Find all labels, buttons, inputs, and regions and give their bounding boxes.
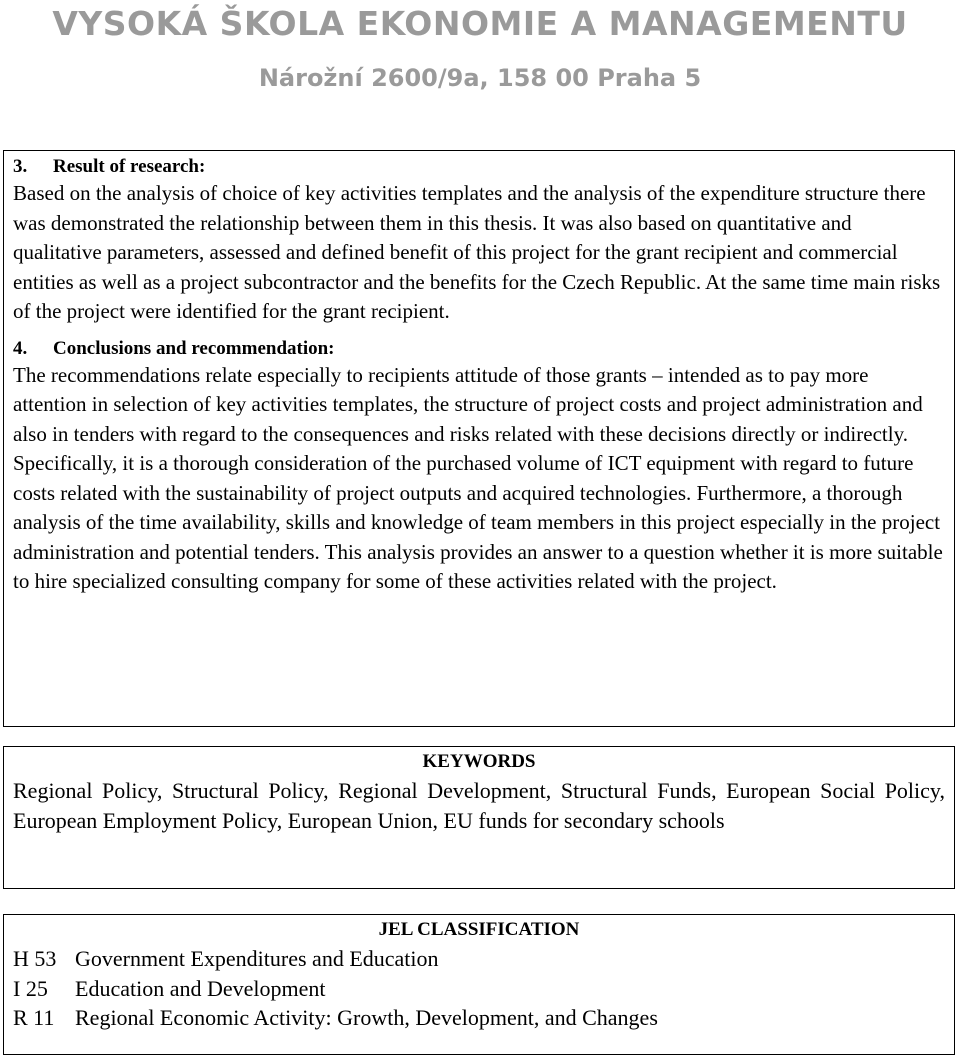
section-heading-conclusions <box>13 337 945 361</box>
keywords-box <box>3 746 955 889</box>
section-gap <box>13 327 945 337</box>
jel-classification-box <box>3 914 955 1055</box>
conclusions-paragraph: The recommendations relate especially to recipients attitude of those grants – intended as to pay more attention in selection of key activities templates, the structure of project costs and project administration and also in tenders with regard to the consequences and risks related with these decisions directly or indirectly. Specifically, it is a thorough consideration of the purchased volume of ICT equipment with regard to future costs related with the sustainability of project outputs and acquired technologies. Furthermore, a thorough analysis of the time availability, skills and knowledge of team members in this project especially in the project administration and potential tenders. This analysis provides an answer to a question whether it is more suitable to hire specialized consulting company for some of these activities related with the project. <box>13 362 943 593</box>
keywords-heading: KEYWORDS <box>422 751 536 772</box>
institution-title: VYSOKÁ ŠKOLA EKONOMIE A MANAGEMENTU <box>52 4 908 43</box>
section-number: 3. <box>13 156 28 177</box>
jel-heading: JEL CLASSIFICATION <box>378 919 580 940</box>
section-heading-results <box>13 155 945 179</box>
results-paragraph: Based on the analysis of choice of key activities templates and the analysis of the expenditure structure there was demonstrated the relationship between them in this thesis. It was also based on quantitative and qualitative parameters, assessed and defined benefit of this project for the grant recipient and commercial entities as well as a project subcontractor and the benefits for the Czech Republic. At the same time main risks of the project were identified for the grant recipient. <box>13 181 941 323</box>
jel-label: Government Expenditures and Education <box>75 946 439 971</box>
results-conclusions-box <box>3 150 955 727</box>
jel-code: H 53 <box>13 946 57 971</box>
jel-label: Regional Economic Activity: Growth, Development, and Changes <box>75 1005 658 1030</box>
section-title: Conclusions and recommendation: <box>53 337 335 359</box>
jel-item <box>13 1003 945 1033</box>
jel-code: I 25 <box>13 975 48 1001</box>
institution-address: Nárožní 2600/9a, 158 00 Praha 5 <box>258 64 702 92</box>
section-number: 4. <box>13 337 28 359</box>
keywords-text: Regional Policy, Structural Policy, Regional Development, Structural Funds, European Social Policy, European Employment Policy, European Union, EU funds for secondary schools <box>13 778 945 833</box>
jel-label: Education and Development <box>75 975 326 1001</box>
jel-item <box>13 974 945 1004</box>
section-title: Result of research: <box>53 156 206 177</box>
jel-item <box>13 944 945 974</box>
jel-code: R 11 <box>13 1005 55 1030</box>
